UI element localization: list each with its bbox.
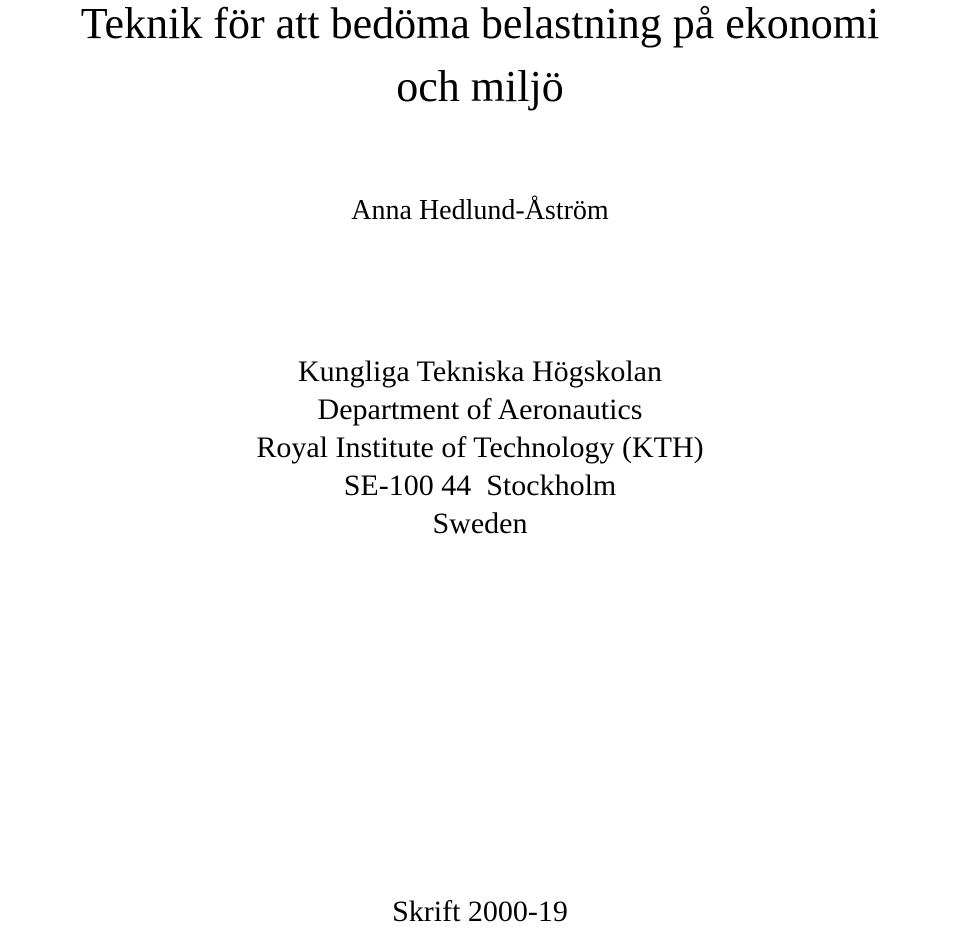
affiliation-block xyxy=(0,353,960,543)
affiliation-line: Sweden xyxy=(432,507,528,540)
document-title-line-1: Teknik för att bedöma belastning på ekonomi xyxy=(80,0,880,48)
affiliation-line: Royal Institute of Technology (KTH) xyxy=(256,431,704,464)
affiliation-line: Department of Aeronautics xyxy=(317,393,643,426)
document-title-line-2: och miljö xyxy=(396,62,564,111)
affiliation-line: SE-100 44 Stockholm xyxy=(343,469,617,502)
affiliation-line: Kungliga Tekniska Högskolan xyxy=(298,355,662,388)
report-number: Skrift 2000-19 xyxy=(392,895,568,928)
author-name: Anna Hedlund-Åström xyxy=(351,195,609,226)
